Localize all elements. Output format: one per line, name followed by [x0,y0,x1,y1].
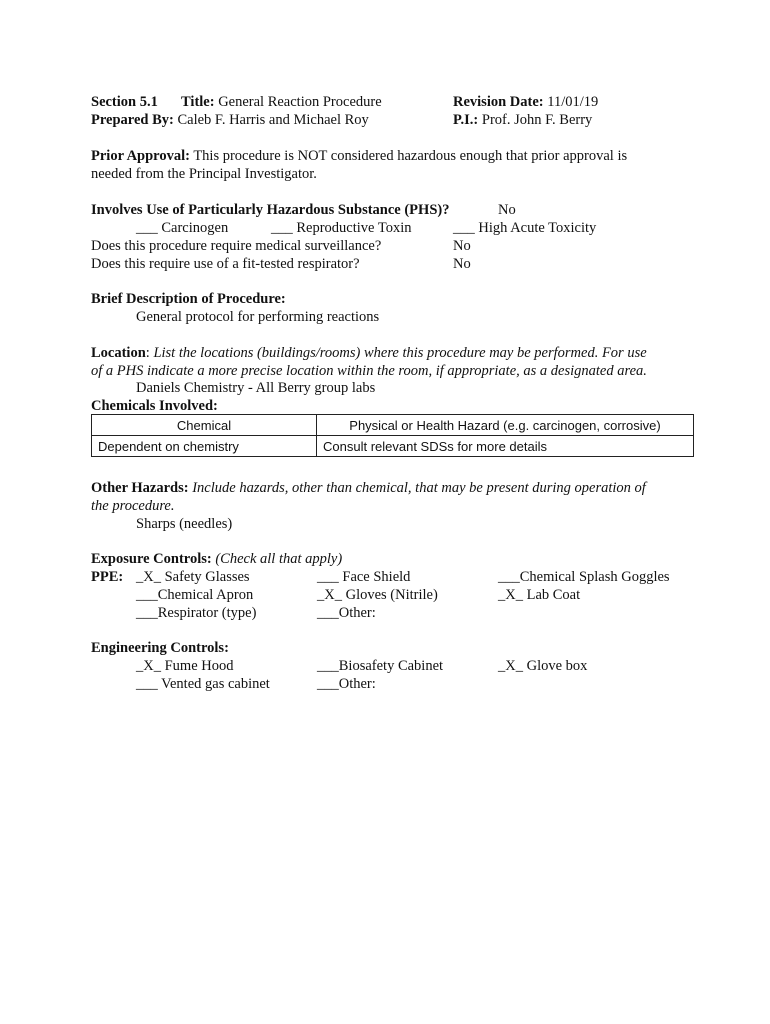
table-header-cell: Chemical [92,415,317,436]
prior-approval-line1: Prior Approval: This procedure is NOT considered hazardous enough that prior approval is [91,148,628,164]
respirator-question: Does this require use of a fit-tested respirator? [91,256,360,272]
ppe-label: PPE: [91,569,124,585]
table-header-cell: Physical or Health Hazard (e.g. carcinogen, corrosive) [317,415,694,436]
surveillance-question: Does this procedure require medical surveillance? [91,238,382,254]
eng-vented-gas-cabinet: ___ Vented gas cabinet [136,676,270,692]
other-hazards-line1: Other Hazards: Include hazards, other than chemical, that may be present during operation of [91,480,646,496]
ppe-lab-coat: _X_ Lab Coat [498,587,581,603]
section-number: Section 5.1 [91,94,158,110]
table-cell: Dependent on chemistry [92,436,317,457]
prepared-by: Prepared By: Caleb F. Harris and Michael Roy [91,112,369,128]
location-value: Daniels Chemistry - All Berry group labs [136,380,376,396]
phs-acute-toxicity: ___ High Acute Toxicity [453,220,597,236]
chemicals-label: Chemicals Involved: [91,398,218,414]
table-cell: Consult relevant SDSs for more details [317,436,694,457]
exposure-label: Exposure Controls: (Check all that apply) [91,551,343,567]
phs-question: Involves Use of Particularly Hazardous Substance (PHS)? [91,202,450,218]
ppe-face-shield: ___ Face Shield [317,569,411,585]
revision-date: Revision Date: 11/01/19 [453,94,599,110]
phs-carcinogen: ___ Carcinogen [136,220,229,236]
eng-biosafety-cabinet: ___Biosafety Cabinet [317,658,444,674]
table-header-row [92,415,694,436]
chemicals-table [91,414,694,457]
phs-answer: No [498,202,516,218]
ppe-chemical-apron: ___Chemical Apron [136,587,254,603]
eng-fume-hood: _X_ Fume Hood [136,658,234,674]
ppe-respirator: ___Respirator (type) [136,605,257,621]
procedure-title: Title: General Reaction Procedure [181,94,382,110]
eng-other: ___Other: [317,676,376,692]
respirator-answer: No [453,256,471,272]
description-text: General protocol for performing reactions [136,309,380,325]
surveillance-answer: No [453,238,471,254]
location-line1: Location: List the locations (buildings/rooms) where this procedure may be performed. For use [91,345,647,361]
other-hazards-line2: the procedure. [91,498,175,514]
ppe-splash-goggles: ___Chemical Splash Goggles [498,569,670,585]
other-hazards-value: Sharps (needles) [136,516,233,532]
eng-glove-box: _X_ Glove box [498,658,588,674]
location-line2: of a PHS indicate a more precise location within the room, if appropriate, as a designated area. [91,363,647,379]
ppe-gloves: _X_ Gloves (Nitrile) [317,587,438,603]
engineering-label: Engineering Controls: [91,640,229,656]
ppe-other: ___Other: [317,605,376,621]
phs-reproductive-toxin: ___ Reproductive Toxin [271,220,412,236]
prior-approval-line2: needed from the Principal Investigator. [91,166,317,182]
description-label: Brief Description of Procedure: [91,291,286,307]
principal-investigator: P.I.: Prof. John F. Berry [453,112,593,128]
table-row [92,436,694,457]
ppe-safety-glasses: _X_ Safety Glasses [136,569,250,585]
